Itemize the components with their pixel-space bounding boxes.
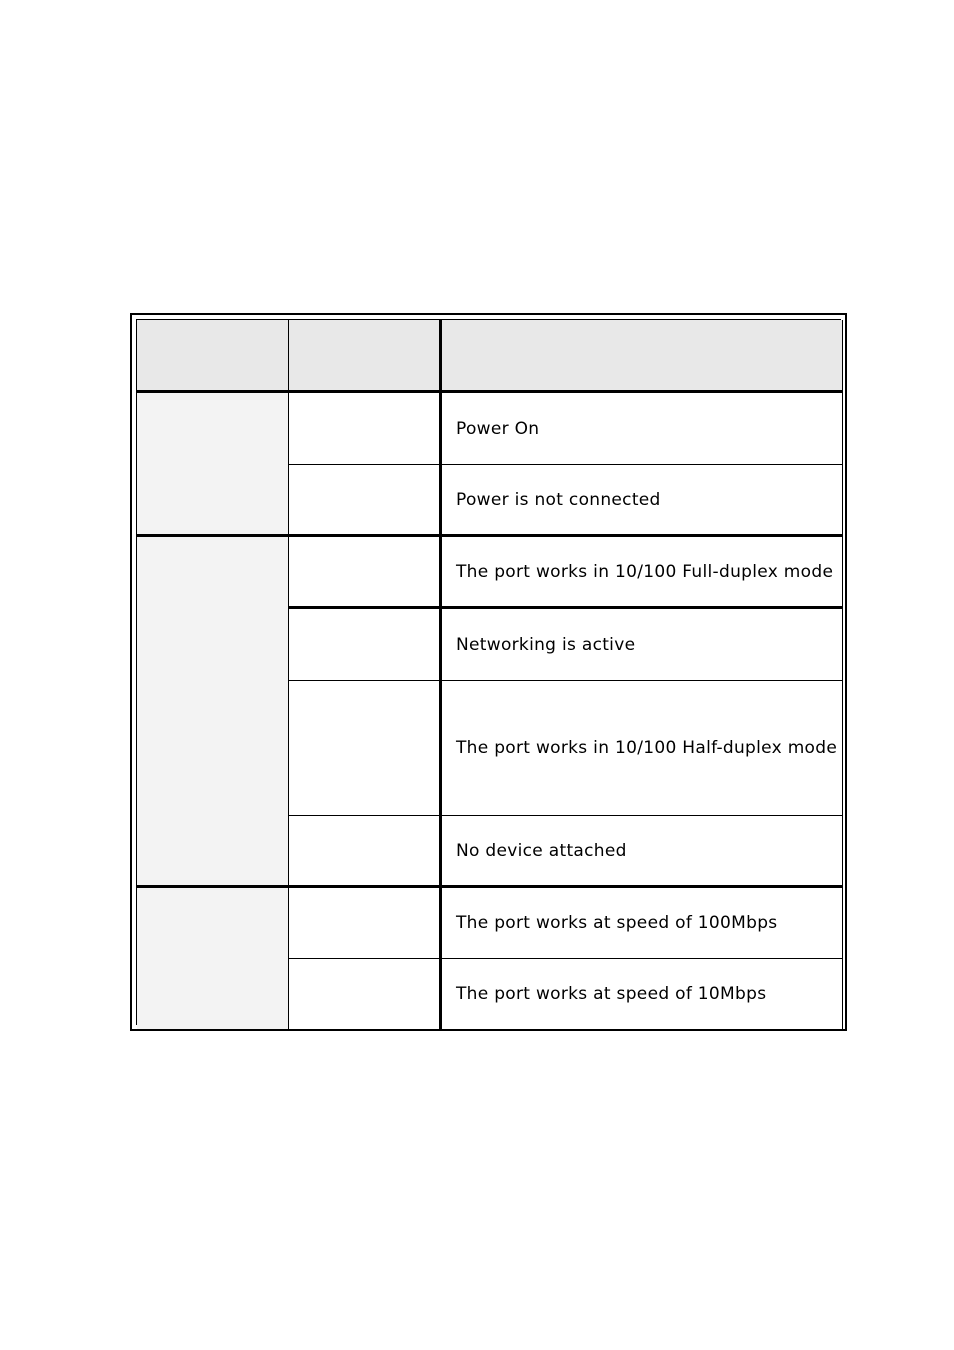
status-cell	[289, 681, 442, 816]
description-cell: Power is not connected	[442, 465, 843, 537]
led-status-table	[130, 313, 847, 1031]
status-cell	[289, 959, 442, 1030]
description-cell: Networking is active	[442, 609, 843, 681]
header-cell-led	[137, 320, 289, 393]
table-grid	[136, 319, 841, 1025]
description-cell: The port works at speed of 10Mbps	[442, 959, 843, 1030]
group-label-cell	[137, 393, 289, 537]
status-cell	[289, 393, 442, 465]
group-label-cell	[137, 537, 289, 888]
description-cell: The port works in 10/100 Full-duplex mode	[442, 537, 843, 609]
header-cell-description	[442, 320, 843, 393]
description-cell: No device attached	[442, 816, 843, 888]
status-cell	[289, 816, 442, 888]
header-cell-status	[289, 320, 442, 393]
status-cell	[289, 537, 442, 609]
status-cell	[289, 465, 442, 537]
group-label-cell	[137, 888, 289, 1030]
status-cell	[289, 888, 442, 959]
description-cell: The port works in 10/100 Half-duplex mode	[442, 681, 843, 816]
status-cell	[289, 609, 442, 681]
description-cell: Power On	[442, 393, 843, 465]
description-cell: The port works at speed of 100Mbps	[442, 888, 843, 959]
